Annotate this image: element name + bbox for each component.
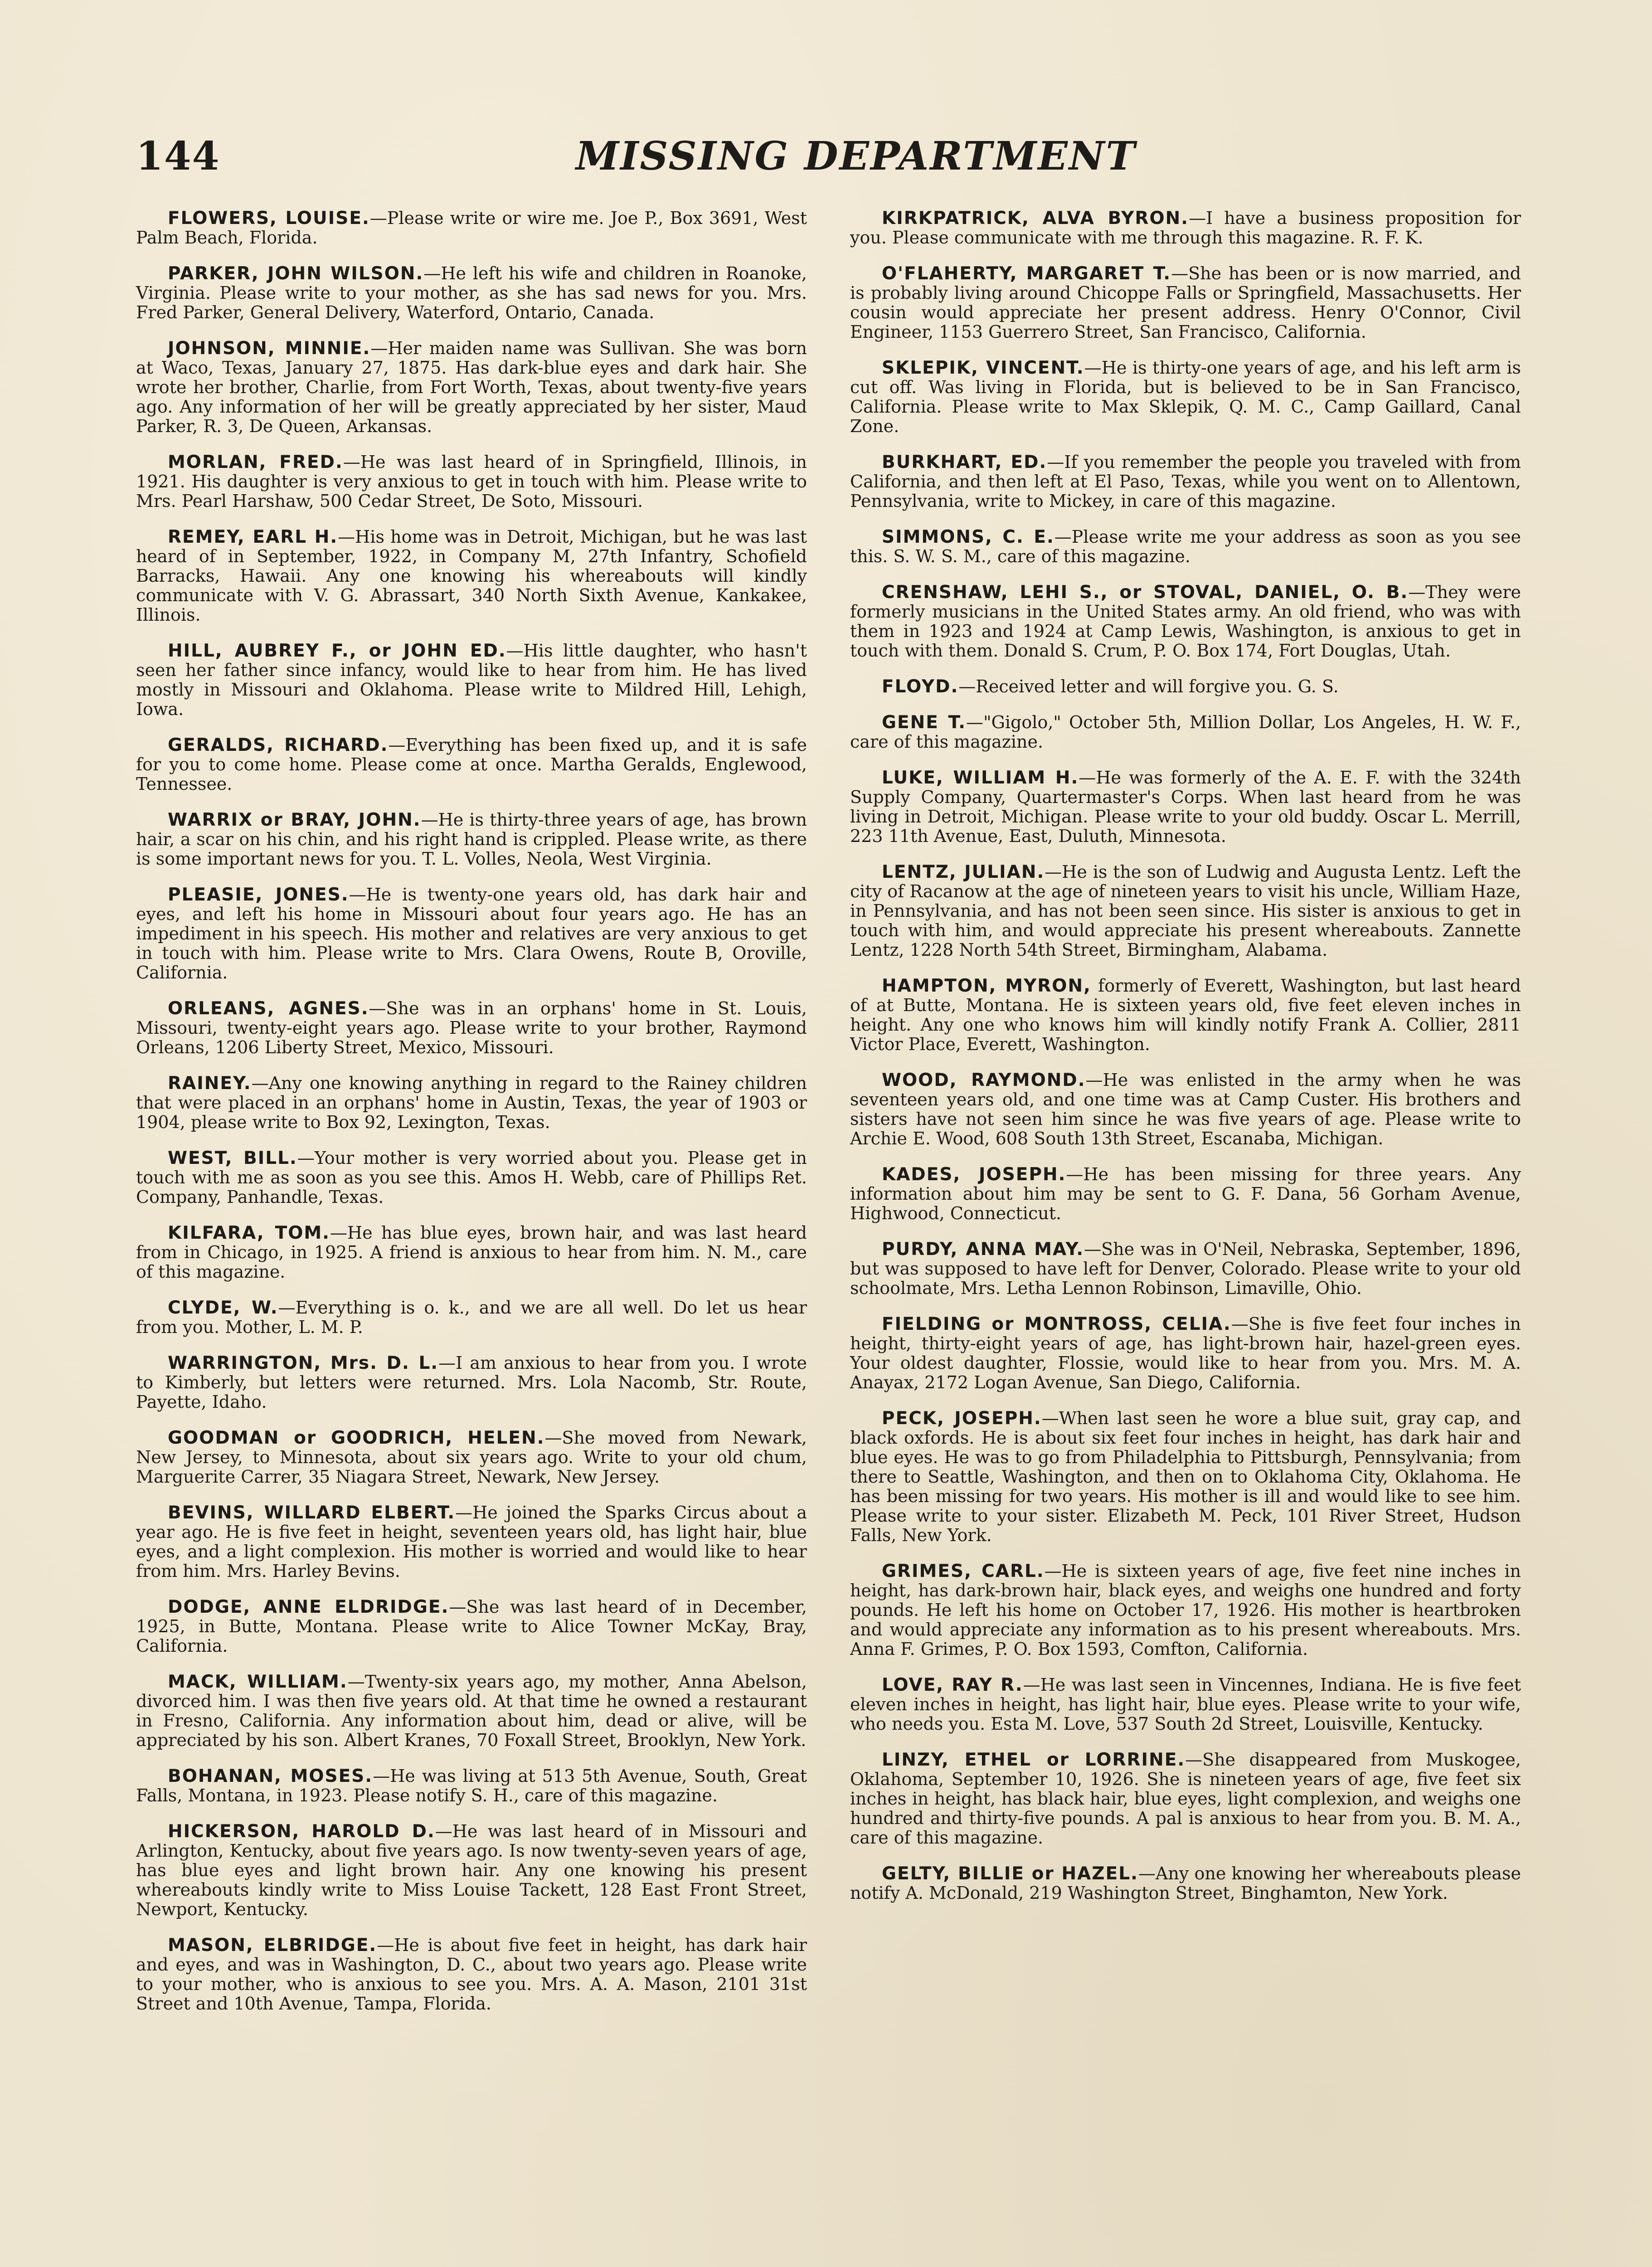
notice-text: —He was living at 513 5th Avenue, South, Great Falls, Montana, in 1923. Please notify S. H., care of this magazine. bbox=[136, 1766, 807, 1805]
notice-entry bbox=[136, 339, 807, 436]
notice-entry bbox=[136, 735, 807, 794]
notice-text: —He was last heard of in Missouri and Arlington, Kentucky, about five years ago. Is now twenty-seven years of age, has blue eyes and light brown hair. Any one knowing his present whereabouts kindly write to Miss Louise Tackett, 128 East Front Street, Newport, Kentucky. bbox=[136, 1821, 807, 1919]
notice-name: GRIMES, CARL. bbox=[882, 1561, 1045, 1581]
notice-text: —He has blue eyes, brown hair, and was last heard from in Chicago, in 1925. A friend is anxious to hear from him. N. M., care of this magazine. bbox=[136, 1223, 807, 1282]
notice-name: MASON, ELBRIDGE. bbox=[168, 1935, 377, 1956]
notice-text: —He is the son of Ludwig and Augusta Lentz. Left the city of Racanow at the age of nineteen years to visit his uncle, William Haze, in Pennsylvania, and has not been seen since. His sister is anxious to get in touch with him, and would appreciate his present whereabouts. Zannette Lentz, 1228 North 54th Street, Birmingham, Alabama. bbox=[850, 862, 1521, 960]
notice-name: WARRIX or BRAY, JOHN. bbox=[168, 810, 421, 830]
notice-name: LENTZ, JULIAN. bbox=[882, 862, 1045, 882]
notice-name: PECK, JOSEPH. bbox=[882, 1408, 1042, 1429]
notice-entry bbox=[850, 1314, 1521, 1392]
notice-text: —His little daughter, who hasn't seen her father since infancy, would like to hear from him. He has lived mostly in Missouri and Oklahoma. Please write to Mildred Hill, Lehigh, Iowa. bbox=[136, 641, 807, 719]
page-number: 144 bbox=[136, 133, 220, 179]
notice-text: —If you remember the people you traveled with from California, and then left at El Paso, Texas, while you went on to Allentown, Pennsylvania, write to Mickey, in care of this magazine. bbox=[850, 452, 1521, 511]
notice-name: LOVE, RAY R. bbox=[882, 1675, 1023, 1695]
notice-entry bbox=[136, 1353, 807, 1412]
notice-entry bbox=[850, 1165, 1521, 1223]
notice-name: GOODMAN or GOODRICH, HELEN. bbox=[168, 1428, 545, 1448]
notice-text: —He was last heard of in Springfield, Illinois, in 1921. His daughter is very anxious to get in touch with him. Please write to Mrs. Pearl Harshaw, 500 Cedar Street, De Soto, Missouri. bbox=[136, 452, 807, 511]
notice-entry bbox=[136, 1148, 807, 1207]
notice-entry bbox=[850, 1675, 1521, 1734]
notice-entry bbox=[136, 1298, 807, 1337]
left-column bbox=[136, 209, 807, 2030]
notice-text: —Everything has been fixed up, and it is safe for you to come home. Please come at once. Martha Geralds, Englewood, Tennessee. bbox=[136, 735, 807, 794]
notice-text: —Please write or wire me. Joe P., Box 3691, West Palm Beach, Florida. bbox=[136, 208, 807, 248]
notice-name: PLEASIE, JONES. bbox=[168, 885, 349, 905]
notice-text: —He was last seen in Vincennes, Indiana. He is five feet eleven inches in height, has light hair, blue eyes. Please write to your wife, who needs you. Esta M. Love, 537 South 2d Street, Louisville, Kentucky. bbox=[850, 1675, 1521, 1734]
notice-entry bbox=[850, 976, 1521, 1054]
notice-text: —She moved from Newark, New Jersey, to Minnesota, about six years ago. Write to your old chum, Marguerite Carrer, 35 Niagara Street, Newark, New Jersey. bbox=[136, 1428, 807, 1487]
notice-name: KADES, JOSEPH. bbox=[882, 1164, 1066, 1185]
notice-name: BOHANAN, MOSES. bbox=[168, 1766, 373, 1786]
notice-name: FLOYD. bbox=[882, 676, 959, 697]
notice-entry bbox=[136, 641, 807, 719]
notice-name: MORLAN, FRED. bbox=[168, 452, 343, 472]
notice-name: LINZY, ETHEL or LORRINE. bbox=[882, 1750, 1186, 1770]
notice-entry bbox=[136, 885, 807, 983]
right-column bbox=[850, 209, 1521, 1919]
notice-entry bbox=[850, 209, 1521, 248]
notice-name: ORLEANS, AGNES. bbox=[168, 998, 369, 1019]
notice-text: —"Gigolo," October 5th, Million Dollar, Los Angeles, H. W. F., care of this magazine. bbox=[850, 712, 1521, 752]
notice-text: —He was formerly of the A. E. F. with the 324th Supply Company, Quartermaster's Corps. When last heard from he was living in Detroit, Michigan. Please write to your old buddy. Oscar L. Merrill, 223 11th Avenue, East, Duluth, Minnesota. bbox=[850, 768, 1521, 846]
notice-name: O'FLAHERTY, MARGARET T. bbox=[882, 263, 1171, 284]
notice-entry bbox=[136, 264, 807, 322]
notice-entry bbox=[136, 1223, 807, 1282]
notice-text: —I am anxious to hear from you. I wrote to Kimberly, but letters were returned. Mrs. Lola Nacomb, Str. Route, Payette, Idaho. bbox=[136, 1353, 807, 1412]
notice-text: —When last seen he wore a blue suit, gray cap, and black oxfords. He is about six feet four inches in height, has dark hair and blue eyes. He was to go from Philadelphia to Pittsburgh, Pennsylvania; from there to Seattle, Washington, and then on to Oklahoma City, Oklahoma. He has been missing for two years. His mother is ill and would like to see him. Please write to your sister. Elizabeth M. Peck, 101 River Street, Hudson Falls, New York. bbox=[850, 1408, 1521, 1545]
notice-text: —She was in O'Neil, Nebraska, September, 1896, but was supposed to have left for Denver, Colorado. Please write to your old schoolmate, Mrs. Letha Lennon Robinson, Limaville, Ohio. bbox=[850, 1239, 1521, 1298]
notice-entry bbox=[850, 1864, 1521, 1903]
notice-name: HILL, AUBREY F., or JOHN ED. bbox=[168, 641, 506, 661]
notice-name: WEST, BILL. bbox=[168, 1148, 297, 1168]
notice-entry bbox=[850, 1070, 1521, 1148]
notice-entry bbox=[850, 527, 1521, 566]
notice-text: —Twenty-six years ago, my mother, Anna Abelson, divorced him. I was then five years old. At that time he owned a restaurant in Fresno, California. Any information about him, dead or alive, will be appreciated by his son. Albert Kranes, 70 Foxall Street, Brooklyn, New York. bbox=[136, 1672, 807, 1750]
notice-text: —He has been missing for three years. Any information about him may be sent to G. F. Dana, 56 Gorham Avenue, Highwood, Connecticut. bbox=[850, 1164, 1521, 1223]
notice-entry bbox=[850, 862, 1521, 960]
notice-entry bbox=[850, 358, 1521, 436]
page-title: MISSING DEPARTMENT bbox=[576, 133, 1137, 179]
notice-name: SKLEPIK, VINCENT. bbox=[882, 358, 1084, 378]
notice-entry bbox=[136, 1074, 807, 1132]
notice-entry bbox=[136, 1503, 807, 1581]
notice-name: GENE T. bbox=[882, 712, 967, 733]
notice-entry bbox=[850, 1562, 1521, 1659]
notice-name: FIELDING or MONTROSS, CELIA. bbox=[882, 1314, 1231, 1334]
notice-text: —She was in an orphans' home in St. Louis, Missouri, twenty-eight years ago. Please write to your brother, Raymond Orleans, 1206 Liberty Street, Mexico, Missouri. bbox=[136, 998, 807, 1057]
notice-text: —Please write me your address as soon as you see this. S. W. S. M., care of this magazine. bbox=[850, 527, 1521, 566]
notice-text: —She is five feet four inches in height, thirty-eight years of age, has light-brown hair, hazel-green eyes. Your oldest daughter, Flossie, would like to hear from you. Mrs. M. A. Anayax, 2172 Logan Avenue, San Diego, California. bbox=[850, 1314, 1521, 1392]
notice-name: KIRKPATRICK, ALVA BYRON. bbox=[882, 208, 1189, 229]
notice-entry bbox=[136, 1428, 807, 1487]
notice-text: —He left his wife and children in Roanoke, Virginia. Please write to your mother, as she has sad news for you. Mrs. Fred Parker, General Delivery, Waterford, Ontario, Canada. bbox=[136, 263, 807, 322]
notice-name: WOOD, RAYMOND. bbox=[882, 1070, 1086, 1090]
notice-entry bbox=[136, 1672, 807, 1750]
notice-entry bbox=[850, 768, 1521, 846]
notice-text: —She has been or is now married, and is probably living around Chicoppe Falls or Springfield, Massachusetts. Her cousin would appreciate her present address. Henry O'Connor, Civil Engineer, 1153 Guerrero Street, San Francisco, California. bbox=[850, 263, 1521, 342]
notice-text: —She was last heard of in December, 1925, in Butte, Montana. Please write to Alice Towner McKay, Bray, California. bbox=[136, 1597, 807, 1656]
notice-entry bbox=[136, 1822, 807, 1919]
notice-text: —He is thirty-three years of age, has brown hair, a scar on his chin, and his right hand is crippled. Please write, as there is some important news for you. T. L. Volles, Neola, West Virginia. bbox=[136, 810, 807, 869]
notice-text: —Your mother is very worried about you. Please get in touch with me as soon as you see this. Amos H. Webb, care of Phillips Ret. Company, Panhandle, Texas. bbox=[136, 1148, 807, 1207]
notice-text: —He is sixteen years of age, five feet nine inches in height, has dark-brown hair, black eyes, and weighs one hundred and forty pounds. He left his home on October 17, 1926. His mother is heartbroken and would appreciate any information as to his present whereabouts. Mrs. Anna F. Grimes, P. O. Box 1593, Comfton, California. bbox=[850, 1561, 1521, 1659]
notice-name: PARKER, JOHN WILSON. bbox=[168, 263, 424, 284]
notice-text: —His home was in Detroit, Michigan, but he was last heard of in September, 1922, in Company M, 27th Infantry, Schofield Barracks, Hawaii. Any one knowing his whereabouts will kindly communicate with V. G. Abrassart, 340 North Sixth Avenue, Kankakee, Illinois. bbox=[136, 527, 807, 625]
notice-name: SIMMONS, C. E. bbox=[882, 527, 1054, 547]
notice-entry bbox=[136, 209, 807, 248]
notice-entry bbox=[136, 527, 807, 625]
notice-name: WARRINGTON, Mrs. D. L. bbox=[168, 1353, 439, 1373]
notice-entry bbox=[850, 713, 1521, 752]
notice-text: —Any one knowing anything in regard to the Rainey children that were placed in an orphans' home in Austin, Texas, the year of 1903 or 1904, please write to Box 92, Lexington, Texas. bbox=[136, 1073, 807, 1132]
notice-entry bbox=[850, 264, 1521, 342]
notice-name: GERALDS, RICHARD. bbox=[168, 735, 389, 755]
notice-text: —Her maiden name was Sullivan. She was born at Waco, Texas, January 27, 1875. Has dark-blue eyes and dark hair. She wrote her brother, Charlie, from Fort Worth, Texas, about twenty-five years ago. Any information of her will be greatly appreciated by her sister, Maud Parker, R. 3, De Queen, Arkansas. bbox=[136, 338, 807, 436]
notice-text: —He is about five feet in height, has dark hair and eyes, and was in Washington, D. C., about two years ago. Please write to your mother, who is anxious to see you. Mrs. A. A. Mason, 2101 31st Street and 10th Avenue, Tampa, Florida. bbox=[136, 1935, 807, 2014]
notice-text: —She disappeared from Muskogee, Oklahoma, September 10, 1926. She is nineteen years of age, five feet six inches in height, has black hair, blue eyes, light complexion, and weighs one hundred and thirty-five pounds. A pal is anxious to hear from you. B. M. A., care of this magazine. bbox=[850, 1750, 1521, 1848]
notice-entry bbox=[850, 677, 1521, 696]
notice-entry bbox=[850, 583, 1521, 661]
notice-name: HAMPTON, MYRON, bbox=[882, 976, 1091, 996]
notice-name: GELTY, BILLIE or HAZEL. bbox=[882, 1863, 1138, 1884]
notice-name: FLOWERS, LOUISE. bbox=[168, 208, 370, 229]
notice-text: —Any one knowing her whereabouts please notify A. McDonald, 219 Washington Street, Binghamton, New York. bbox=[850, 1863, 1521, 1903]
notice-name: BEVINS, WILLARD ELBERT. bbox=[168, 1503, 456, 1523]
notice-name: RAINEY. bbox=[168, 1073, 252, 1094]
notice-text: —He is thirty-one years of age, and his left arm is cut off. Was living in Florida, but is believed to be in San Francisco, California. Please write to Max Sklepik, Q. M. C., Camp Gaillard, Canal Zone. bbox=[850, 358, 1521, 436]
notice-name: CLYDE, W. bbox=[168, 1298, 278, 1318]
notice-name: LUKE, WILLIAM H. bbox=[882, 768, 1079, 788]
notice-entry bbox=[136, 999, 807, 1057]
notice-text: —Everything is o. k., and we are all well. Do let us hear from you. Mother, L. M. P. bbox=[136, 1298, 807, 1337]
notice-entry bbox=[850, 1240, 1521, 1298]
notice-name: HICKERSON, HAROLD D. bbox=[168, 1821, 435, 1842]
notice-name: MACK, WILLIAM. bbox=[168, 1672, 348, 1692]
notice-entry bbox=[136, 1936, 807, 2014]
notice-text: —They were formerly musicians in the United States army. An old friend, who was with them in 1923 and 1924 at Camp Lewis, Washington, is anxious to get in touch with them. Donald S. Crum, P. O. Box 174, Fort Douglas, Utah. bbox=[850, 582, 1521, 661]
notice-entry bbox=[136, 1766, 807, 1805]
notice-name: BURKHART, ED. bbox=[882, 452, 1047, 472]
notice-entry bbox=[850, 1750, 1521, 1848]
notice-name: KILFARA, TOM. bbox=[168, 1223, 330, 1243]
notice-text: —He was enlisted in the army when he was seventeen years old, and one time was at Camp Custer. His brothers and sisters have not seen him since he was five years of age. Please write to Archie E. Wood, 608 South 13th Street, Escanaba, Michigan. bbox=[850, 1070, 1521, 1148]
notice-text: —I have a business proposition for you. Please communicate with me through this magazine. R. F. K. bbox=[850, 208, 1521, 248]
notice-name: PURDY, ANNA MAY. bbox=[882, 1239, 1084, 1260]
notice-entry bbox=[136, 1597, 807, 1656]
notice-entry bbox=[850, 1409, 1521, 1545]
notice-text: —He joined the Sparks Circus about a year ago. He is five feet in height, seventeen years old, has light hair, blue eyes, and a light complexion. His mother is worried and would like to hear from him. Mrs. Harley Bevins. bbox=[136, 1503, 807, 1581]
notice-name: REMEY, EARL H. bbox=[168, 527, 338, 547]
notice-entry bbox=[850, 452, 1521, 511]
notice-name: CRENSHAW, LEHI S., or STOVAL, DANIEL, O. B. bbox=[882, 582, 1409, 603]
notice-name: JOHNSON, MINNIE. bbox=[168, 338, 371, 359]
notice-text: formerly of Everett, Washington, but last heard of at Butte, Montana. He is sixteen years old, five feet eleven inches in height. Any one who knows him will kindly notify Frank A. Collier, 2811 Victor Place, Everett, Washington. bbox=[850, 976, 1521, 1054]
notice-name: DODGE, ANNE ELDRIDGE. bbox=[168, 1597, 449, 1617]
notice-entry bbox=[136, 452, 807, 511]
notice-text: —He is twenty-one years old, has dark hair and eyes, and left his home in Missouri about four years ago. He has an impediment in his speech. His mother and relatives are very anxious to get in touch with him. Please write to Mrs. Clara Owens, Route B, Oroville, California. bbox=[136, 885, 807, 983]
page-header bbox=[136, 131, 1137, 195]
notice-text: —Received letter and will forgive you. G. S. bbox=[958, 676, 1339, 696]
notice-entry bbox=[136, 810, 807, 869]
